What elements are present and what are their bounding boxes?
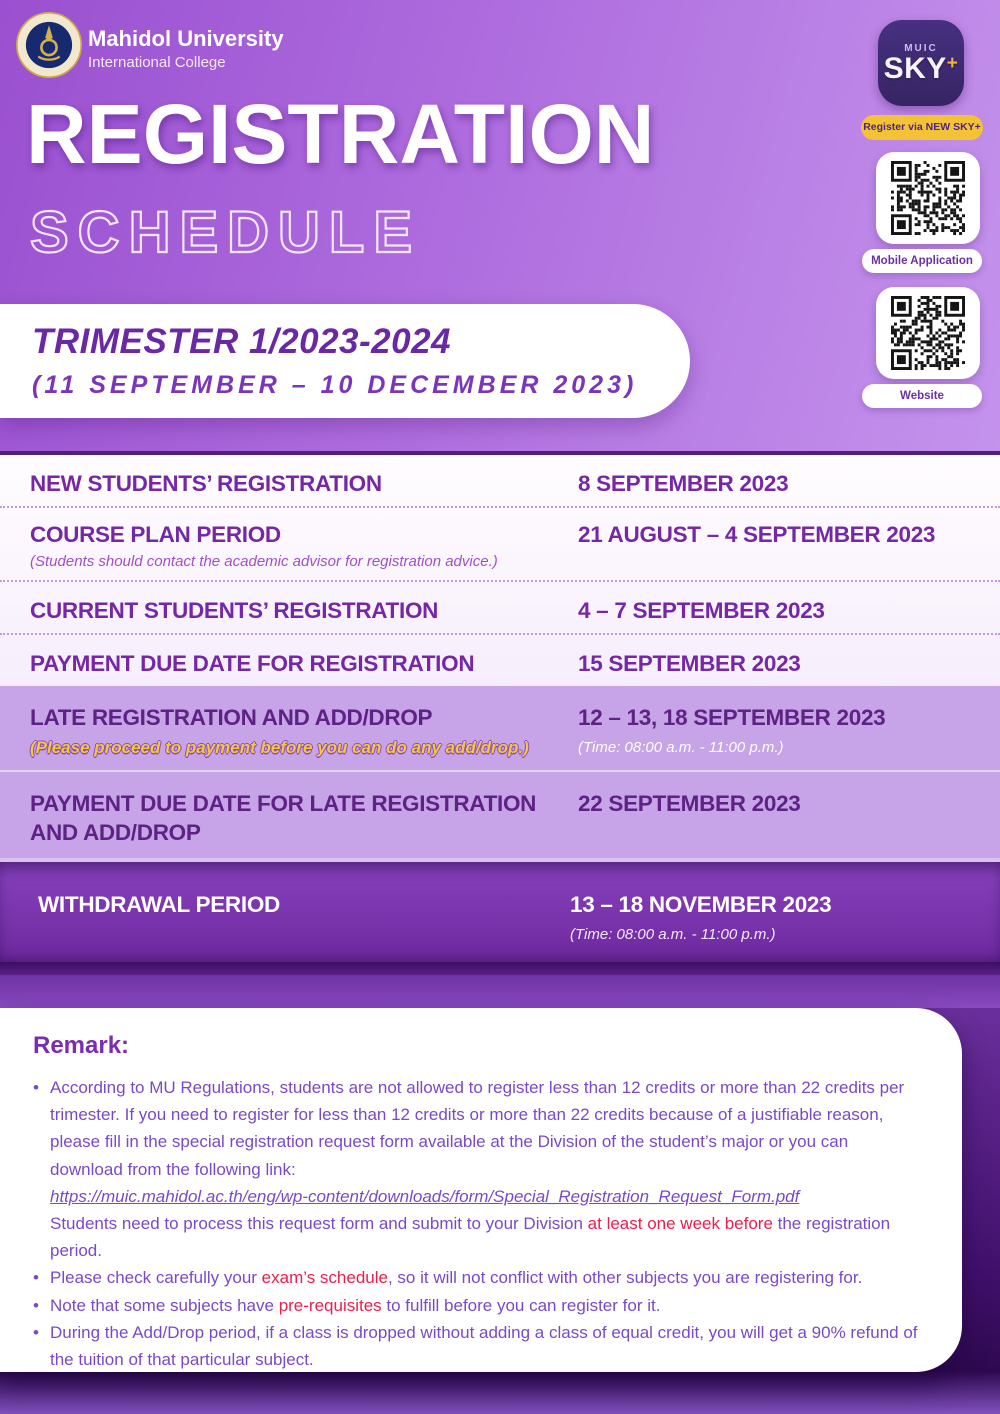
row-label: PAYMENT DUE DATE FOR REGISTRATION <box>30 651 475 676</box>
bullet-dot: • <box>33 1078 39 1097</box>
mobile-app-qr-label: Mobile Application <box>862 249 982 273</box>
row-label: NEW STUDENTS’ REGISTRATION <box>30 471 382 496</box>
remark-text: During the Add/Drop period, if a class is dropped without adding a class of equal credit, you will get a 90% refund of the tuition of that particular subject. <box>50 1322 918 1370</box>
schedule-section-late <box>0 686 1000 858</box>
table-row <box>0 506 1000 580</box>
row-date: 4 – 7 SEPTEMBER 2023 <box>578 598 825 623</box>
sky-app-icon <box>878 20 964 106</box>
row-time-note: (Time: 08:00 a.m. - 11:00 p.m.) <box>578 739 784 757</box>
row-label: CURRENT STUDENTS’ REGISTRATION <box>30 598 439 623</box>
sky-app-name: SKY+ <box>883 51 959 85</box>
sky-plus-glyph: + <box>946 52 959 74</box>
register-via-sky-pill: Register via NEW SKY+ <box>861 115 983 140</box>
row-date: 15 SEPTEMBER 2023 <box>578 651 801 676</box>
row-time-note: (Time: 08:00 a.m. - 11:00 p.m.) <box>570 926 776 944</box>
table-row <box>0 770 1000 858</box>
website-qr-label: Website <box>862 384 982 408</box>
schedule-section-withdrawal <box>0 862 1000 962</box>
schedule-section-regular <box>0 455 1000 686</box>
row-date: 13 – 18 NOVEMBER 2023 <box>570 892 832 917</box>
bullet-dot: • <box>33 1322 39 1342</box>
poster-subtitle: SCHEDULE <box>30 200 422 265</box>
trimester-title: TRIMESTER 1/2023-2024 <box>32 322 452 361</box>
remark-bullet-4 <box>33 1319 922 1373</box>
mahidol-logo-icon <box>16 12 82 78</box>
remark-card <box>0 1008 962 1372</box>
row-note: (Students should contact the academic advisor for registration advice.) <box>30 553 498 571</box>
schedule-table <box>0 455 1000 1008</box>
mobile-app-qr-tile <box>876 152 980 244</box>
shadow-band <box>0 962 1000 975</box>
row-date: 8 SEPTEMBER 2023 <box>578 471 789 496</box>
row-date: 12 – 13, 18 SEPTEMBER 2023 <box>578 705 886 730</box>
remark-highlight: at least one week before <box>587 1214 773 1234</box>
special-form-link[interactable]: https://muic.mahidol.ac.th/eng/wp-content/downloads/form/Special_Registration_Request_Form.pdf <box>50 1186 800 1206</box>
gradient-band <box>0 975 1000 1008</box>
bullet-dot: • <box>33 1295 39 1315</box>
table-row <box>0 580 1000 633</box>
row-note: (Please proceed to payment before you can do any add/drop.) <box>30 738 529 758</box>
remark-text: Students need to process this request form and submit to your Division at least one week before the registration period. <box>50 1214 891 1261</box>
remark-bullet-1 <box>33 1074 922 1264</box>
table-row <box>0 686 1000 770</box>
poster-title: REGISTRATION <box>26 87 655 181</box>
bullet-dot: • <box>33 1268 39 1288</box>
header <box>0 0 1000 455</box>
website-qr-tile <box>876 287 980 379</box>
row-date: 21 AUGUST – 4 SEPTEMBER 2023 <box>578 522 936 547</box>
table-row <box>0 455 1000 506</box>
remark-heading: Remark: <box>33 1032 130 1059</box>
row-label: LATE REGISTRATION AND ADD/DROP <box>30 705 433 730</box>
website-qr-code <box>891 296 965 370</box>
remark-highlight: exam’s schedule <box>261 1268 388 1288</box>
remark-text: Note that some subjects have pre-requisites to fulfill before you can register for it. <box>50 1295 661 1315</box>
row-label: COURSE PLAN PERIOD <box>30 522 281 547</box>
mobile-app-qr-code <box>891 161 965 235</box>
row-date: 22 SEPTEMBER 2023 <box>578 791 801 816</box>
remark-text: Please check carefully your exam’s schedule, so it will not conflict with other subjects you are registering for. <box>50 1268 863 1288</box>
remark-bullet-3 <box>33 1292 922 1319</box>
trimester-dates: (11 SEPTEMBER – 10 DECEMBER 2023) <box>32 371 638 399</box>
university-name: Mahidol University <box>88 26 284 51</box>
row-label: PAYMENT DUE DATE FOR LATE REGISTRATION AND ADD/DROP <box>30 791 537 846</box>
row-label: WITHDRAWAL PERIOD <box>38 892 280 917</box>
sky-app-muic-label: MUIC <box>904 42 938 54</box>
remark-text: According to MU Regulations, students are not allowed to register less than 12 credits or more than 22 credits per trimester. If you need to register for less than 12 credits or more than 22 credits because of a justifiable reason, please fill in the special registration request form available at the Division of the student’s major or you can download from the following link: <box>50 1078 905 1179</box>
remark-highlight: pre-requisites <box>278 1295 382 1315</box>
remark-bullet-2 <box>33 1264 922 1291</box>
table-row <box>0 633 1000 686</box>
trimester-banner <box>0 304 690 418</box>
college-name: International College <box>88 54 226 71</box>
